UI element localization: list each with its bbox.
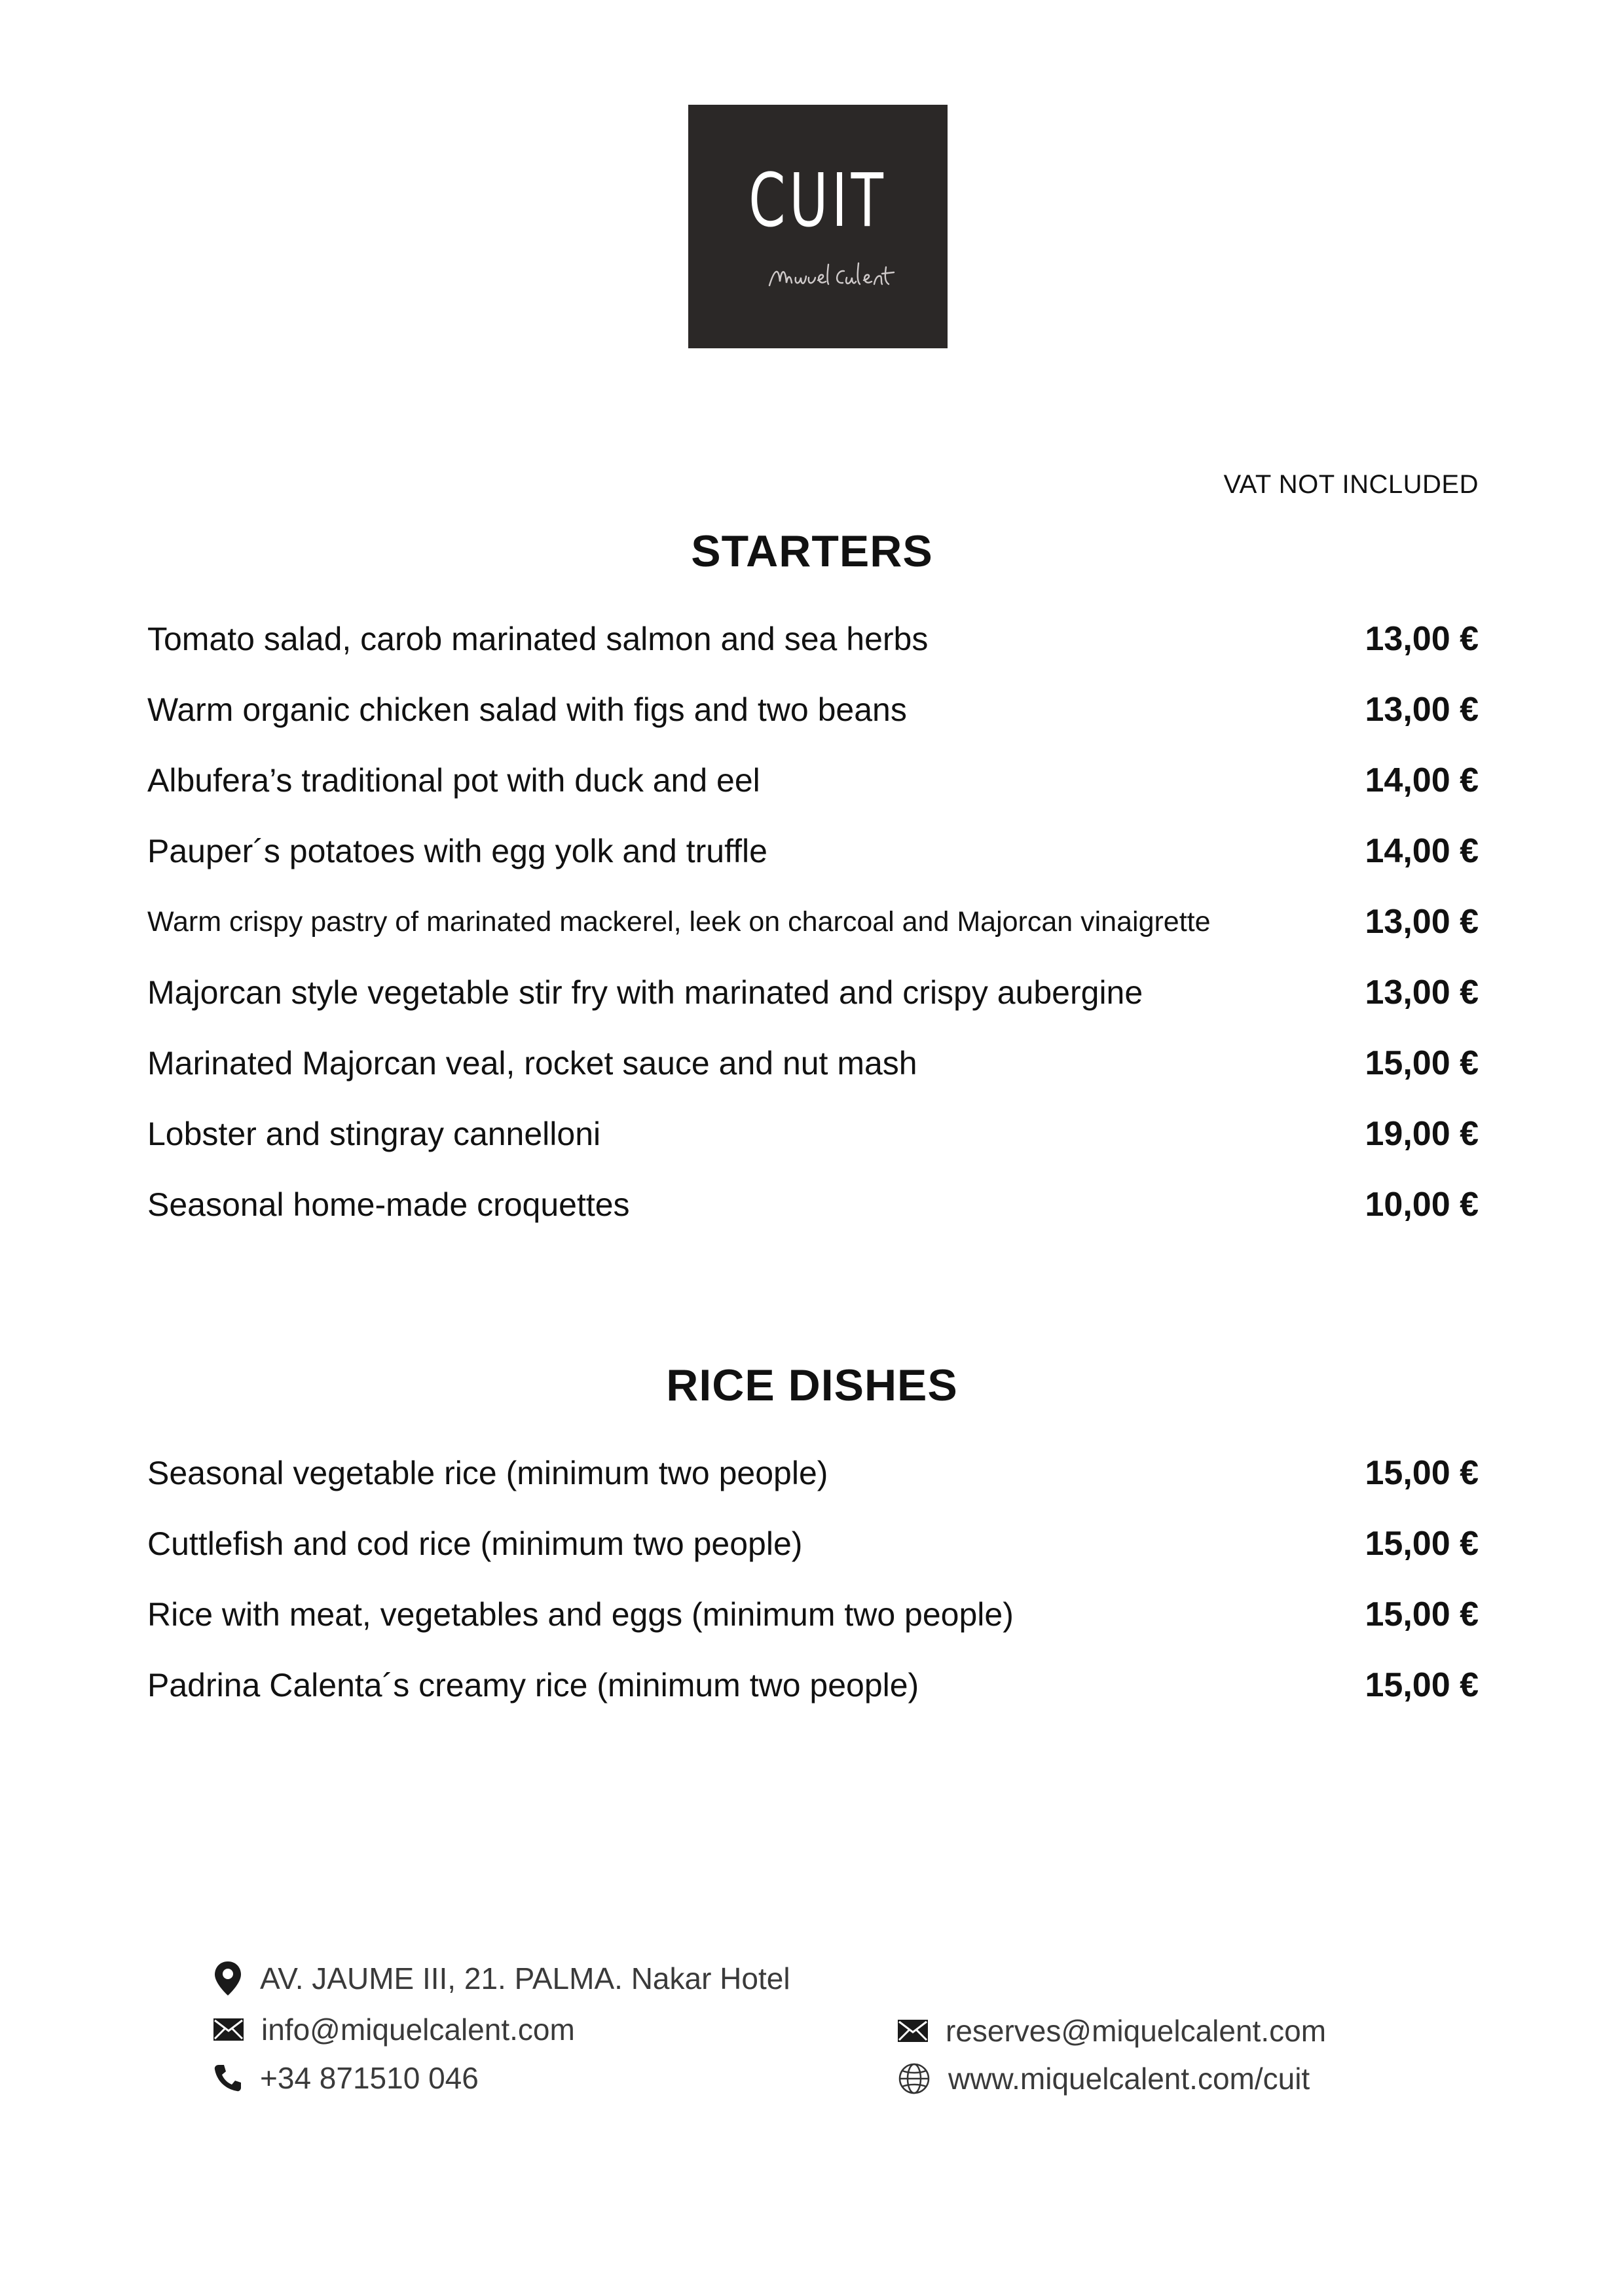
contact-email-reserves — [897, 2013, 1326, 2049]
globe-icon — [897, 2062, 931, 2096]
dish-price: 15,00 € — [1365, 1525, 1479, 1563]
logo-wordmark: CUIT — [748, 158, 887, 244]
dish-name: Marinated Majorcan veal, rocket sauce and nut mash — [147, 1045, 917, 1082]
location-pin-icon — [213, 1960, 243, 1997]
restaurant-logo — [688, 105, 948, 348]
menu-item — [147, 816, 1479, 886]
menu-item — [147, 957, 1479, 1028]
dish-price: 13,00 € — [1365, 620, 1479, 658]
dish-price: 13,00 € — [1365, 691, 1479, 729]
contact-website — [897, 2061, 1310, 2096]
dish-name: Pauper´s potatoes with egg yolk and truffle — [147, 833, 767, 869]
email-info-link[interactable]: info@miquelcalent.com — [261, 2013, 575, 2047]
envelope-icon — [213, 2018, 244, 2041]
menu-item — [147, 1169, 1479, 1240]
dish-name: Seasonal vegetable rice (minimum two people) — [147, 1455, 828, 1491]
dish-name: Warm crispy pastry of marinated mackerel, leek on charcoal and Majorcan vinaigrette — [147, 905, 1211, 938]
dish-name: Albufera’s traditional pot with duck and eel — [147, 762, 760, 799]
vat-note: VAT NOT INCLUDED — [1223, 470, 1479, 499]
dish-price: 19,00 € — [1365, 1115, 1479, 1153]
dish-price: 15,00 € — [1365, 1044, 1479, 1082]
phone-number[interactable]: +34 871510 046 — [260, 2061, 479, 2095]
section-title-starters: STARTERS — [691, 526, 933, 576]
email-reserves-link[interactable]: reserves@miquelcalent.com — [946, 2014, 1327, 2048]
menu-item — [147, 604, 1479, 674]
dish-price: 15,00 € — [1365, 1454, 1479, 1492]
dish-name: Tomato salad, carob marinated salmon and sea herbs — [147, 621, 929, 657]
dish-name: Majorcan style vegetable stir fry with marinated and crispy aubergine — [147, 974, 1143, 1011]
contact-address — [213, 1960, 790, 1997]
dish-price: 13,00 € — [1365, 903, 1479, 941]
menu-item — [147, 1028, 1479, 1099]
dish-name: Seasonal home-made croquettes — [147, 1186, 630, 1223]
menu-item — [147, 1650, 1479, 1721]
dish-name: Cuttlefish and cod rice (minimum two people) — [147, 1525, 803, 1562]
phone-icon — [213, 2063, 243, 2093]
contact-email-info — [213, 2012, 575, 2047]
dish-name: Rice with meat, vegetables and eggs (minimum two people) — [147, 1596, 1014, 1633]
starters-list — [147, 604, 1479, 1240]
contact-phone — [213, 2060, 479, 2096]
menu-item — [147, 886, 1479, 957]
dish-price: 14,00 € — [1365, 832, 1479, 870]
dish-price: 14,00 € — [1365, 761, 1479, 799]
section-title-rice-dishes: RICE DISHES — [666, 1360, 958, 1410]
menu-item — [147, 745, 1479, 816]
dish-name: Lobster and stingray cannelloni — [147, 1116, 601, 1152]
menu-item — [147, 1099, 1479, 1169]
dish-price: 13,00 € — [1365, 974, 1479, 1011]
menu-item — [147, 1579, 1479, 1650]
logo-signature — [766, 255, 910, 295]
dish-price: 15,00 € — [1365, 1666, 1479, 1704]
menu-item — [147, 674, 1479, 745]
envelope-icon — [897, 2019, 929, 2043]
dish-price: 10,00 € — [1365, 1186, 1479, 1224]
dish-price: 15,00 € — [1365, 1595, 1479, 1633]
rice-dishes-list — [147, 1438, 1479, 1721]
menu-item — [147, 1438, 1479, 1508]
dish-name: Warm organic chicken salad with figs and two beans — [147, 691, 907, 728]
address-text: AV. JAUME III, 21. PALMA. Nakar Hotel — [260, 1961, 790, 1995]
website-link[interactable]: www.miquelcalent.com/cuit — [948, 2062, 1310, 2096]
dish-name: Padrina Calenta´s creamy rice (minimum two people) — [147, 1667, 919, 1704]
menu-item — [147, 1508, 1479, 1579]
